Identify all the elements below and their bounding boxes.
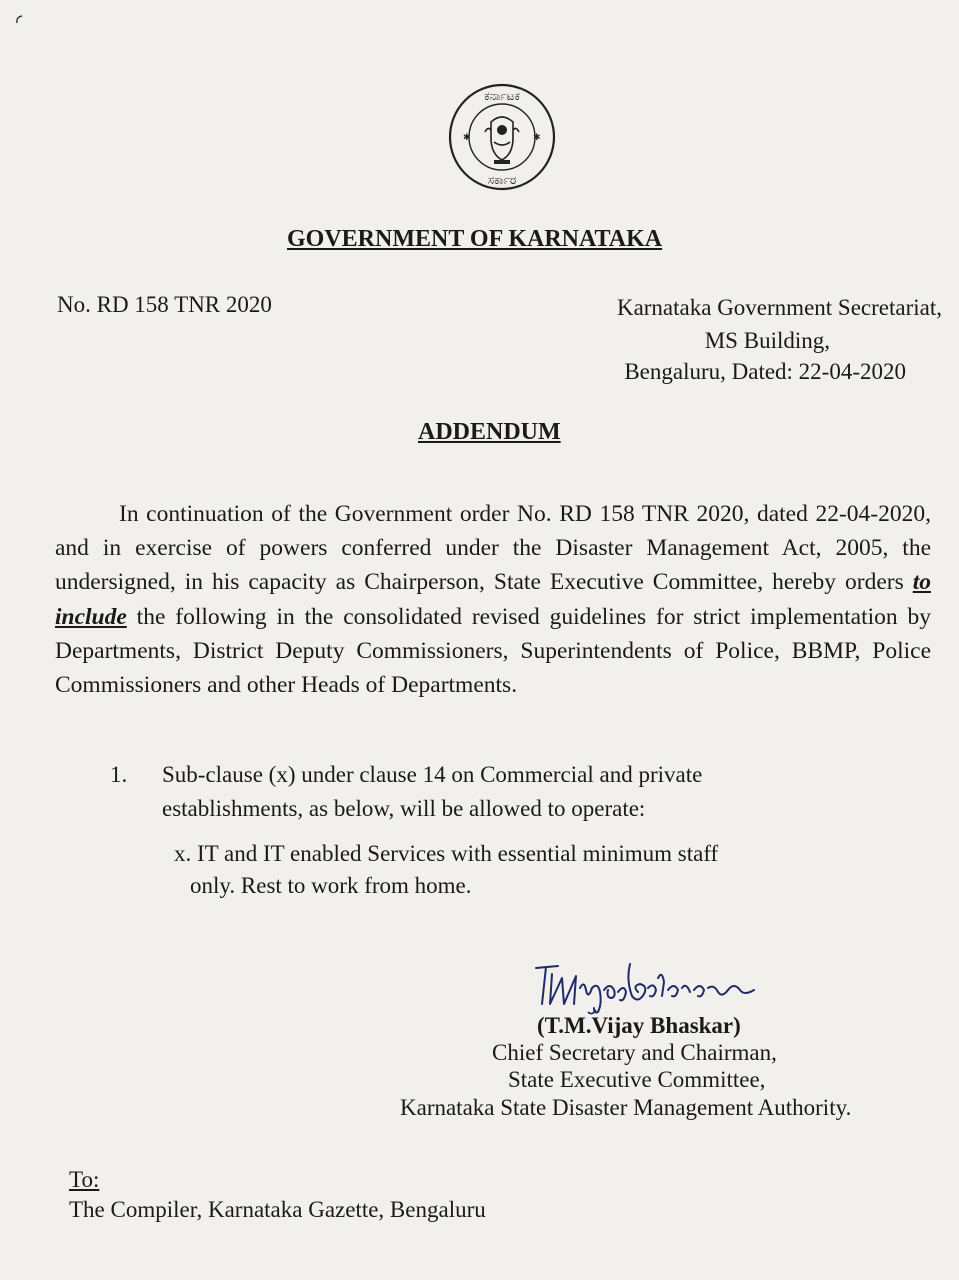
order-number: No. RD 158 TNR 2020 [57, 292, 272, 317]
document-title: GOVERNMENT OF KARNATAKA [287, 226, 663, 252]
recipient-text: The Compiler, Karnataka Gazette, Bengaluru [69, 1197, 486, 1222]
karnataka-emblem-seal [447, 82, 557, 192]
address-line-2: MS Building, [704, 328, 830, 353]
signatory-designation-3: Karnataka State Disaster Management Authority. [400, 1095, 852, 1120]
recipient-label: To: [69, 1167, 100, 1192]
body-text-end: the following in the consolidated revised guidelines for strict implementation by Departments, District Deputy Commissioners, Superintendents of Police, BBMP, Police Commissioners and other Heads of Departments. [55, 603, 931, 699]
address-line-3: Bengaluru, Dated: 22-04-2020 [624, 359, 906, 384]
sub-item-line-2: only. Rest to work from home. [190, 873, 472, 898]
svg-text:✱: ✱ [463, 133, 471, 143]
body-text-emphasis: to include [55, 569, 931, 630]
item-line-2: establishments, as below, will be allowed to operate: [162, 796, 646, 821]
item-number: 1. [110, 762, 128, 787]
sub-item-line-1: x. IT and IT enabled Services with essential minimum staff [174, 841, 719, 866]
address-line-1: Karnataka Government Secretariat, [616, 295, 942, 320]
body-text-start: In continuation of the Government order No. RD 158 TNR 2020, dated 22-04-2020, and in exercise of powers conferred under the Disaster Management Act, 2005, the undersigned, in his capacity as Chairperson, State Executive Committee, hereby orders [55, 501, 931, 596]
signatory-name: (T.M.Vijay Bhaskar) [537, 1013, 741, 1038]
body-paragraph [55, 497, 931, 702]
signatory-designation-2: State Executive Committee, [508, 1067, 766, 1092]
addendum-title: ADDENDUM [418, 419, 561, 445]
scan-mark-icon [14, 14, 24, 30]
emblem-bottom-text: ಸರ್ಕಾರ [487, 173, 517, 187]
emblem-top-text: ಕರ್ನಾಟಕ [484, 89, 520, 103]
handwritten-signature [528, 960, 778, 1016]
svg-text:✱: ✱ [533, 133, 541, 143]
item-line-1: Sub-clause (x) under clause 14 on Commercial and private [162, 762, 703, 787]
signatory-designation-1: Chief Secretary and Chairman, [492, 1040, 777, 1065]
